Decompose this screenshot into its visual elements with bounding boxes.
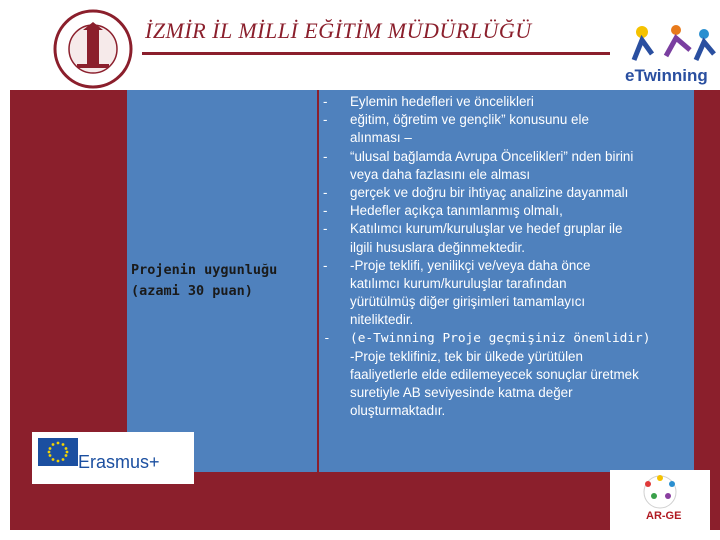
criteria-line — [323, 129, 691, 147]
criteria-line-text: veya daha fazlasını ele alması — [350, 166, 531, 182]
criteria-name-cell — [127, 90, 317, 472]
criteria-line-text: Eylemin hedefleri ve öncelikleri — [350, 94, 534, 109]
criteria-line — [323, 111, 691, 129]
criteria-line-text: niteliktedir. — [350, 312, 414, 328]
criteria-line — [323, 311, 691, 329]
criteria-line-text: faaliyetlerle elde edilemeyecek sonuçlar üretmek — [350, 367, 639, 383]
criteria-line — [323, 239, 691, 257]
criteria-line-text: gerçek ve doğru bir ihtiyaç analizine dayanmalı — [350, 185, 629, 201]
criteria-line — [323, 257, 691, 275]
bullet-dash: - — [323, 257, 328, 273]
bullet-dash: - — [323, 330, 331, 346]
criteria-line — [323, 293, 691, 311]
criteria-line — [323, 275, 691, 293]
bullet-dash: - — [323, 221, 328, 237]
criteria-line-text: “ulusal bağlamda Avrupa Öncelikleri” nden birini — [350, 148, 634, 164]
criteria-line-text: eğitim, öğretim ve gençlik” konusunu ele — [350, 112, 589, 128]
criteria-line-text: ilgili hususlara değinmektedir. — [350, 239, 525, 255]
arge-label: AR-GE — [646, 510, 682, 522]
ministry-logo — [32, 8, 154, 90]
criteria-line — [323, 330, 691, 348]
bullet-dash: - — [323, 185, 328, 201]
bullet-dash: - — [323, 112, 328, 128]
bullet-dash: - — [323, 94, 328, 109]
criteria-details-cell — [319, 90, 694, 472]
bullet-dash: - — [323, 148, 328, 164]
criteria-score: (azami 30 puan) — [131, 283, 253, 299]
criteria-table — [127, 90, 694, 472]
erasmus-label: Erasmus+ — [78, 452, 160, 472]
page-title: İZMİR İL MİLLİ EĞİTİM MÜDÜRLÜĞÜ — [145, 18, 532, 43]
criteria-line-text: yürütülmüş diğer girişimleri tamamlayıcı — [350, 294, 586, 310]
criteria-line — [323, 384, 691, 402]
criteria-line — [323, 166, 691, 184]
criteria-line-text: -Proje teklifiniz, tek bir ülkede yürütülen — [350, 348, 583, 364]
criteria-line — [323, 184, 691, 202]
criteria-line-text: Katılımcı kurum/kuruluşlar ve hedef gruplar ile — [350, 221, 623, 237]
arge-logo — [610, 470, 710, 530]
criteria-details — [323, 93, 691, 421]
criteria-line — [323, 402, 691, 420]
criteria-line-text: -Proje teklifi, yenilikçi ve/veya daha önce — [350, 257, 591, 273]
criteria-line — [323, 220, 691, 238]
title-underline — [142, 52, 610, 55]
criteria-line — [323, 348, 691, 366]
etwinning-label: eTwinning — [625, 66, 708, 85]
criteria-line-text: Hedefler açıkça tanımlanmış olmalı, — [350, 203, 563, 219]
criteria-title: Projenin uygunluğu — [131, 262, 278, 278]
criteria-line-text: (e-Twinning Proje geçmişiniz önemlidir) — [350, 330, 651, 346]
criteria-line-text: katılımcı kurum/kuruluşlar tarafından — [350, 276, 567, 292]
criteria-line — [323, 366, 691, 384]
bullet-dash: - — [323, 203, 328, 219]
criteria-line-text: suretiyle AB seviyesinde katma değer — [350, 385, 573, 401]
criteria-line — [323, 148, 691, 166]
header-bar — [10, 0, 720, 90]
criteria-line-text: alınması – — [350, 130, 412, 146]
slide-background — [10, 0, 720, 530]
criteria-label — [131, 260, 317, 302]
criteria-line-text: oluşturmaktadır. — [350, 403, 446, 419]
eu-flag-icon — [38, 438, 78, 466]
criteria-line — [323, 202, 691, 220]
erasmus-logo — [32, 432, 194, 484]
criteria-line — [323, 93, 691, 111]
